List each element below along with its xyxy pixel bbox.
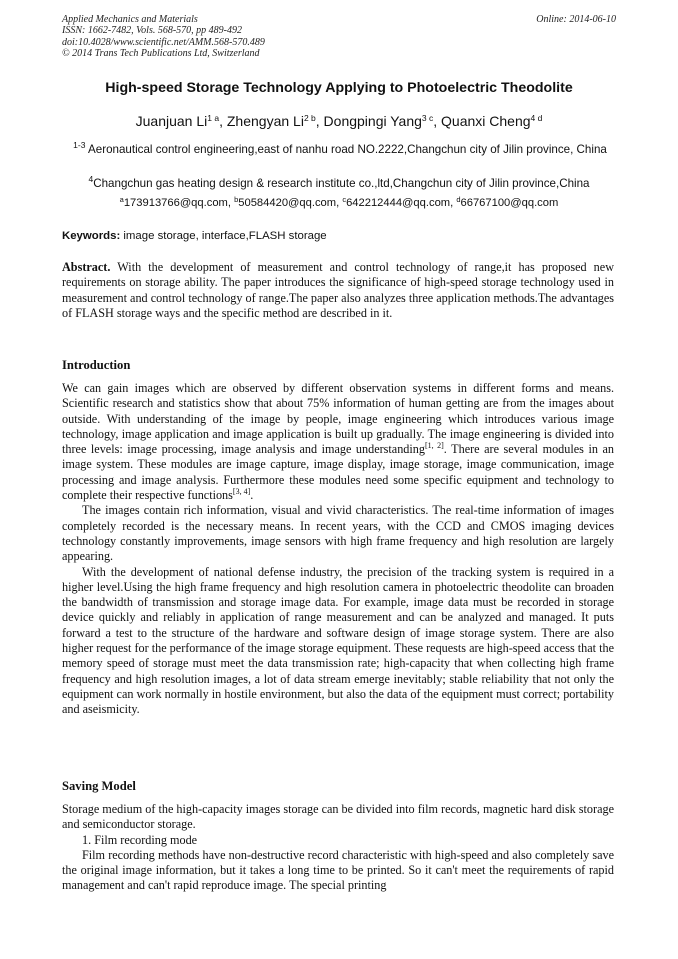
paragraph: Storage medium of the high-capacity images storage can be divided into film records, magnetic hard disk storage and semiconductor storage. [62, 802, 614, 832]
email-sup: a [119, 195, 124, 204]
keywords-text: image storage, interface,FLASH storage [123, 230, 327, 242]
email-sup: d [456, 195, 461, 204]
journal-name: Applied Mechanics and Materials [62, 14, 198, 25]
citation: [3, 4] [232, 487, 251, 497]
section-heading-saving-model: Saving Model [62, 779, 136, 793]
author-name: Quanxi Cheng [441, 113, 531, 129]
section-heading-introduction: Introduction [62, 358, 131, 372]
author-sup: 2 b [303, 113, 316, 123]
paragraph-text: . [250, 488, 254, 503]
affiliation-sup: 4 [88, 174, 94, 184]
email-sup: c [342, 195, 347, 204]
issn-line: ISSN: 1662-7482, Vols. 568-570, pp 489-492 [62, 25, 242, 37]
paragraph: Film recording methods have non-destructive record characteristic with high-speed and also completely save the original image information, but it takes a long time to be printed. So it can't meet the requirements of rapid management and can't rapid reproduce image. The special printing [62, 847, 614, 893]
email-address[interactable]: 66767100@qq.com [460, 197, 559, 209]
author-name: Juanjuan Li [135, 113, 208, 129]
email-address[interactable]: 642212444@qq.com, [346, 197, 454, 209]
keywords [62, 230, 618, 242]
paragraph: With the development of national defense industry, the precision of the tracking system is required in a higher level.Using the high frame frequency and high resolution camera in photoelectric theodolite can broaden the bandwidth of transmission and storage image data. For example, image data must be recorded in storage device quickly and reliably in application of range measurement and can be analyzed and managed. It puts forward a test to the structure of the hardware and software design of image storage system. There are also higher request for the performance of the image storage equipment. These requests are high-speed access that the memory speed of storage must meet the data transmission rate; high-capacity that when collecting high frame frequency and high resolution images, a lot of data stream emerge inevitably; stable reliability that not only the equipment can work normally in hostile environment, but also the data of the equipment must correct; portability and aseismicity. [62, 564, 614, 717]
author-sup: 4 d [530, 113, 543, 123]
paragraph [62, 381, 614, 503]
author-name: Zhengyan Li [226, 113, 304, 129]
saving-model-body [62, 802, 614, 894]
affiliation-text: Aeronautical control engineering,east of nanhu road NO.2222,Changchun city of Jilin province, China [88, 143, 607, 156]
list-item: 1. Film recording mode [82, 832, 198, 847]
introduction-body [62, 381, 614, 718]
copyright-line: © 2014 Trans Tech Publications Ltd, Switzerland [62, 48, 260, 60]
email-sup: b [234, 195, 239, 204]
email-list [40, 195, 638, 209]
paper-title: High-speed Storage Technology Applying to Photoelectric Theodolite [105, 80, 573, 96]
author-name: Dongpingi Yang [323, 113, 422, 129]
email-address[interactable]: 173913766@qq.com, [123, 197, 231, 209]
paragraph-text: We can gain images which are observed by different observation systems in different forms and means. Scientific research and statistics show that about 75% information of human getting are from the images about outside. With understanding of the image by people, image engineering which introduces various image technology, image application and image application is built up gradually. The image engineering is divided into three levels: image processing, image analysis and image understanding [62, 381, 614, 457]
affiliation-1 [70, 138, 610, 158]
author-list: Juanjuan $Li^{1 a}$, Zhengyan $Li^{2 b}$, Dongpingi Yang$^{3 c}$, Quanxi Cheng$^{4 d}$ [135, 113, 543, 129]
paragraph: The images contain rich information, visual and vivid characteristics. The real-time information of images completely recorded is the necessary means. In recent years, with the CCD and CMOS imaging devices technology constantly improvements, image sensors with high frame frequency and high resolution are largely appearing. [62, 503, 614, 564]
online-date: Online: 2014-06-10 [536, 14, 616, 25]
affiliation-sup: 1-3 [73, 140, 86, 150]
doi-line: doi:10.4028/www.scientific.net/AMM.568-570.489 [62, 36, 265, 48]
citation: [1, 2] [424, 441, 444, 451]
paragraph-text: . There are several modules in an image system. These modules are image capture, image display, image storage, image communication, image processing and image analysis. Furthermore these modules need some specific equipment and technology to complete their respective functions [62, 442, 614, 503]
journal-header [62, 14, 616, 60]
affiliation-2 [40, 174, 638, 190]
author-sup: 3 c [421, 113, 434, 123]
abstract-label: Abstract. [62, 260, 111, 274]
affiliation-text: Changchun gas heating design & research institute co.,ltd,Changchun city of Jilin province,China [93, 177, 590, 190]
abstract-text: With the development of measurement and control technology of range,it has proposed new requirements on storage ability. The paper introduces the significance of high-speed storage technology used in measurement and control technology of range.The paper also analyzes three application methods.The advantages of FLASH storage ways and the specific method are described in it. [62, 260, 614, 320]
author-sup: 1 a [207, 113, 220, 123]
email-address[interactable]: 50584420@qq.com, [238, 197, 340, 209]
keywords-label: Keywords: [62, 230, 121, 242]
abstract [62, 260, 614, 321]
